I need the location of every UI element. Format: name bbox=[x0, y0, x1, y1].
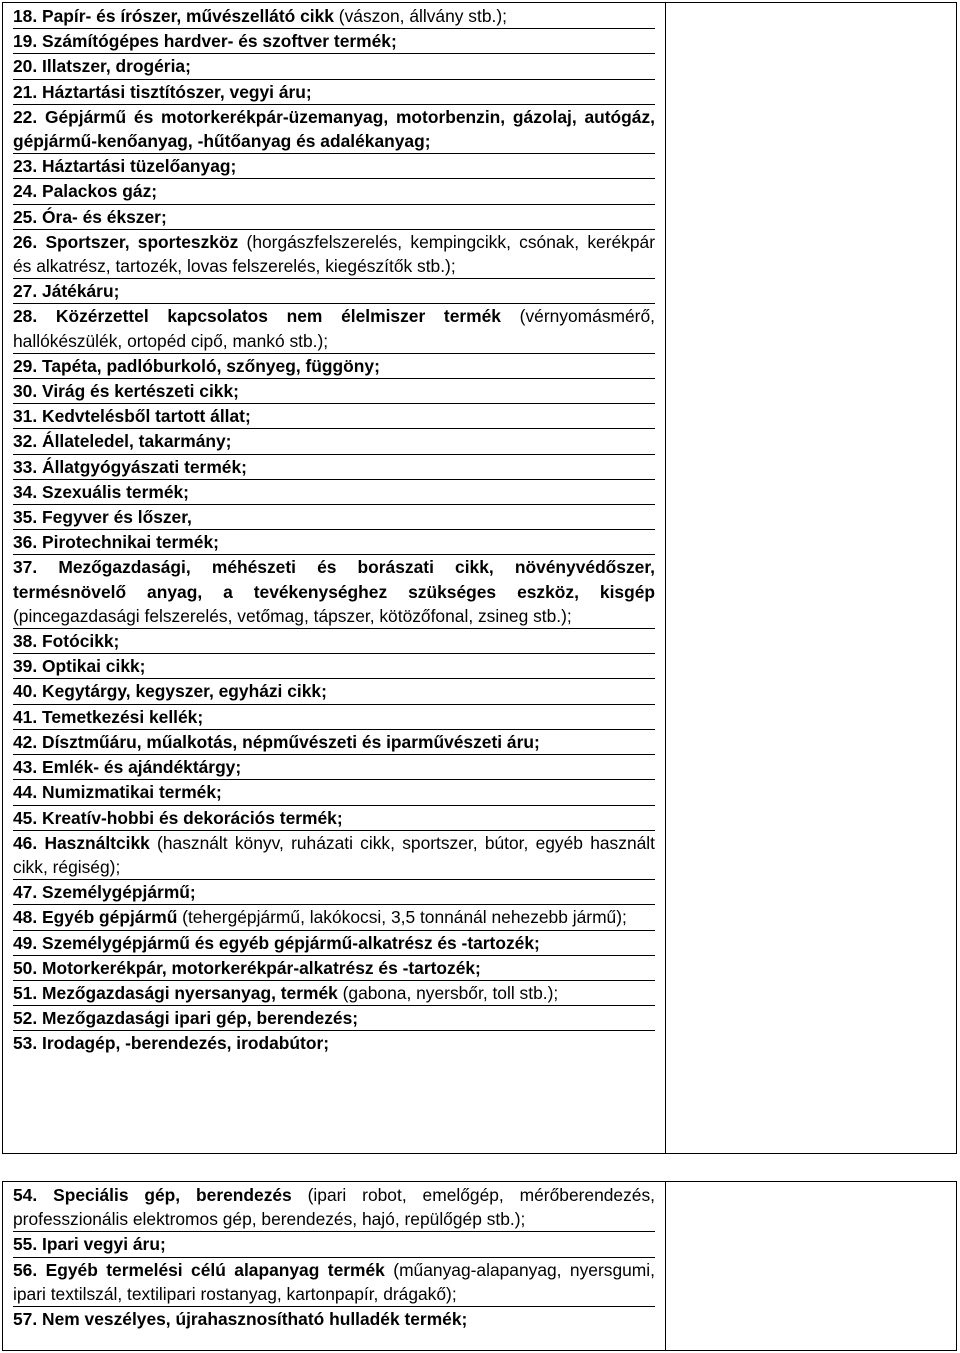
product-category-item bbox=[13, 530, 655, 555]
item-title: Temetkezési kellék; bbox=[42, 706, 204, 727]
item-number: 39. bbox=[13, 656, 38, 677]
product-category-item bbox=[13, 806, 655, 831]
item-title: Pirotechnikai termék; bbox=[42, 532, 219, 553]
product-category-item bbox=[13, 1031, 655, 1055]
item-title: Kegytárgy, kegyszer, egyházi cikk; bbox=[42, 681, 327, 702]
product-category-item bbox=[13, 505, 655, 530]
item-number: 42. bbox=[13, 731, 38, 752]
item-title: Numizmatikai termék; bbox=[42, 782, 222, 803]
item-number: 44. bbox=[13, 782, 38, 803]
item-number: 35. bbox=[13, 507, 38, 528]
item-title: Állatgyógyászati termék; bbox=[42, 456, 247, 477]
item-title: Ipari vegyi áru; bbox=[42, 1234, 166, 1255]
item-number: 21. bbox=[13, 81, 38, 102]
item-number: 20. bbox=[13, 56, 38, 77]
product-category-item bbox=[13, 29, 655, 54]
item-title: Mezőgazdasági ipari gép, berendezés; bbox=[42, 1008, 359, 1029]
item-description: (műanyag-alapanyag, nyersgumi, ipari textilszál, textilipari rostanyag, kartonpapír, drágakő); bbox=[13, 1259, 655, 1304]
item-number: 32. bbox=[13, 431, 38, 452]
item-description: (vászon, állvány stb.); bbox=[333, 6, 507, 26]
item-number: 18. bbox=[13, 6, 38, 26]
item-title: Kedvtelésből tartott állat; bbox=[42, 406, 251, 427]
item-title: Háztartási tüzelőanyag; bbox=[42, 156, 237, 177]
product-category-item bbox=[13, 880, 655, 905]
item-number: 33. bbox=[13, 456, 38, 477]
item-number: 48. bbox=[13, 907, 38, 928]
product-category-item bbox=[13, 1232, 655, 1257]
item-number: 23. bbox=[13, 156, 38, 177]
item-title: Papír- és írószer, művészellátó cikk bbox=[42, 6, 334, 26]
item-number: 52. bbox=[13, 1008, 38, 1029]
item-title: Egyéb gépjármű bbox=[42, 907, 178, 928]
item-title: Játékáru; bbox=[42, 281, 120, 302]
item-title: Személygépjármű és egyéb gépjármű-alkatrész és -tartozék; bbox=[42, 932, 540, 953]
product-category-item bbox=[13, 354, 655, 379]
product-category-item bbox=[13, 555, 655, 629]
product-category-item bbox=[13, 905, 655, 930]
item-description: (horgászfelszerelés, kempingcikk, csónak, kerékpár és alkatrész, tartozék, lovas felszerelés, kiegészítők stb.); bbox=[13, 231, 655, 277]
item-number: 30. bbox=[13, 381, 38, 402]
item-number: 26. bbox=[13, 231, 38, 252]
item-number: 50. bbox=[13, 957, 38, 978]
item-number: 38. bbox=[13, 631, 38, 652]
product-category-item bbox=[13, 629, 655, 654]
item-number: 56. bbox=[13, 1259, 38, 1280]
product-category-item bbox=[13, 956, 655, 981]
product-category-item bbox=[13, 54, 655, 79]
product-category-item bbox=[13, 1307, 655, 1331]
product-category-item bbox=[13, 4, 655, 29]
item-description: (vérnyomásmérő, hallókészülék, ortopéd cipő, mankó stb.); bbox=[13, 306, 655, 351]
product-category-item bbox=[13, 404, 655, 429]
item-number: 40. bbox=[13, 681, 38, 702]
item-title: Speciális gép, berendezés bbox=[53, 1185, 292, 1205]
product-category-item bbox=[13, 730, 655, 755]
item-title: Személygépjármű; bbox=[42, 882, 196, 903]
item-number: 51. bbox=[13, 982, 38, 1003]
product-category-item bbox=[13, 480, 655, 505]
product-category-item bbox=[13, 279, 655, 304]
item-title: Állateledel, takarmány; bbox=[42, 431, 232, 452]
item-number: 27. bbox=[13, 281, 38, 302]
product-category-item bbox=[13, 1183, 655, 1232]
item-number: 46. bbox=[13, 832, 38, 853]
item-number: 57. bbox=[13, 1309, 38, 1330]
product-table-part1 bbox=[2, 2, 957, 1154]
item-number: 22. bbox=[13, 106, 38, 127]
item-number: 31. bbox=[13, 406, 38, 427]
item-title: Sportszer, sporteszköz bbox=[45, 231, 239, 252]
item-description: (gabona, nyersbőr, toll stb.); bbox=[337, 982, 559, 1003]
product-category-item bbox=[13, 705, 655, 730]
item-title: Egyéb termelési célú alapanyag termék bbox=[45, 1259, 385, 1280]
item-title: Gépjármű és motorkerékpár-üzemanyag, motorbenzin, gázolaj, autógáz, gépjármű-kenőanyag, -hűtőanyag és adalékanyag; bbox=[13, 106, 655, 152]
product-category-item bbox=[13, 455, 655, 480]
item-title: Mezőgazdasági nyersanyag, termék bbox=[42, 982, 338, 1003]
item-title: Kreatív-hobbi és dekorációs termék; bbox=[42, 807, 343, 828]
product-table-part2 bbox=[2, 1181, 957, 1351]
product-category-item bbox=[13, 154, 655, 179]
item-description: (ipari robot, emelőgép, mérőberendezés, professzionális elektromos gép, berendezés, hajó, repülőgép stb.); bbox=[13, 1185, 655, 1230]
item-number: 24. bbox=[13, 181, 38, 202]
product-category-item bbox=[13, 105, 655, 154]
product-category-item bbox=[13, 230, 655, 279]
table-column-divider bbox=[665, 1182, 666, 1350]
item-number: 43. bbox=[13, 757, 38, 778]
table-column-divider bbox=[665, 3, 666, 1153]
product-category-item bbox=[13, 679, 655, 704]
item-description: (használt könyv, ruházati cikk, sportszer, bútor, egyéb használt cikk, régiség); bbox=[13, 832, 655, 877]
product-category-item bbox=[13, 654, 655, 679]
item-number: 54. bbox=[13, 1185, 38, 1205]
item-number: 41. bbox=[13, 706, 38, 727]
item-number: 28. bbox=[13, 306, 38, 327]
item-title: Nem veszélyes, újrahasznosítható hulladék termék; bbox=[42, 1309, 468, 1330]
item-title: Emlék- és ajándéktárgy; bbox=[42, 757, 242, 778]
product-category-item bbox=[13, 179, 655, 204]
item-number: 36. bbox=[13, 532, 38, 553]
item-title: Illatszer, drogéria; bbox=[42, 56, 191, 77]
product-category-item bbox=[13, 80, 655, 105]
product-category-item bbox=[13, 780, 655, 805]
item-title: Használtcikk bbox=[44, 832, 150, 853]
item-title: Irodagép, -berendezés, irodabútor; bbox=[42, 1033, 330, 1054]
item-title: Tapéta, padlóburkoló, szőnyeg, függöny; bbox=[42, 355, 380, 376]
product-list-cell bbox=[13, 1183, 655, 1331]
product-category-item bbox=[13, 429, 655, 454]
item-number: 47. bbox=[13, 882, 38, 903]
item-title: Optikai cikk; bbox=[42, 656, 146, 677]
item-number: 34. bbox=[13, 481, 38, 502]
item-title: Fotócikk; bbox=[42, 631, 120, 652]
item-number: 45. bbox=[13, 807, 38, 828]
product-category-item bbox=[13, 931, 655, 956]
product-list-cell bbox=[13, 4, 655, 1056]
item-title: Fegyver és lőszer, bbox=[42, 507, 192, 528]
item-title: Számítógépes hardver- és szoftver termék; bbox=[42, 31, 397, 52]
item-number: 25. bbox=[13, 206, 38, 227]
item-number: 19. bbox=[13, 31, 38, 52]
product-category-item bbox=[13, 205, 655, 230]
item-title: Palackos gáz; bbox=[42, 181, 158, 202]
item-number: 37. bbox=[13, 557, 38, 578]
item-number: 53. bbox=[13, 1033, 38, 1054]
item-description: (tehergépjármű, lakókocsi, 3,5 tonnánál nehezebb jármű); bbox=[177, 907, 627, 928]
item-number: 55. bbox=[13, 1234, 38, 1255]
item-title: Óra- és ékszer; bbox=[42, 206, 167, 227]
item-title: Motorkerékpár, motorkerékpár-alkatrész és -tartozék; bbox=[42, 957, 481, 978]
item-title: Közérzettel kapcsolatos nem élelmiszer termék bbox=[55, 306, 501, 327]
product-category-item bbox=[13, 831, 655, 880]
item-title: Mezőgazdasági, méhészeti és borászati cikk, növényvédőszer, termésnövelő anyag, a tevékenységhez szükséges eszköz, kisgép bbox=[13, 557, 655, 602]
item-title: Háztartási tisztítószer, vegyi áru; bbox=[42, 81, 312, 102]
item-title: Dísztműáru, műalkotás, népművészeti és iparművészeti áru; bbox=[42, 731, 540, 752]
product-category-item bbox=[13, 755, 655, 780]
item-number: 29. bbox=[13, 355, 38, 376]
product-category-item bbox=[13, 1258, 655, 1307]
item-title: Szexuális termék; bbox=[42, 481, 189, 502]
product-category-item bbox=[13, 379, 655, 404]
item-number: 49. bbox=[13, 932, 38, 953]
product-category-item bbox=[13, 304, 655, 353]
item-title: Virág és kertészeti cikk; bbox=[42, 381, 239, 402]
product-category-item bbox=[13, 1006, 655, 1031]
item-description: (pincegazdasági felszerelés, vetőmag, tápszer, kötözőfonal, zsineg stb.); bbox=[13, 605, 572, 626]
product-category-item bbox=[13, 981, 655, 1006]
